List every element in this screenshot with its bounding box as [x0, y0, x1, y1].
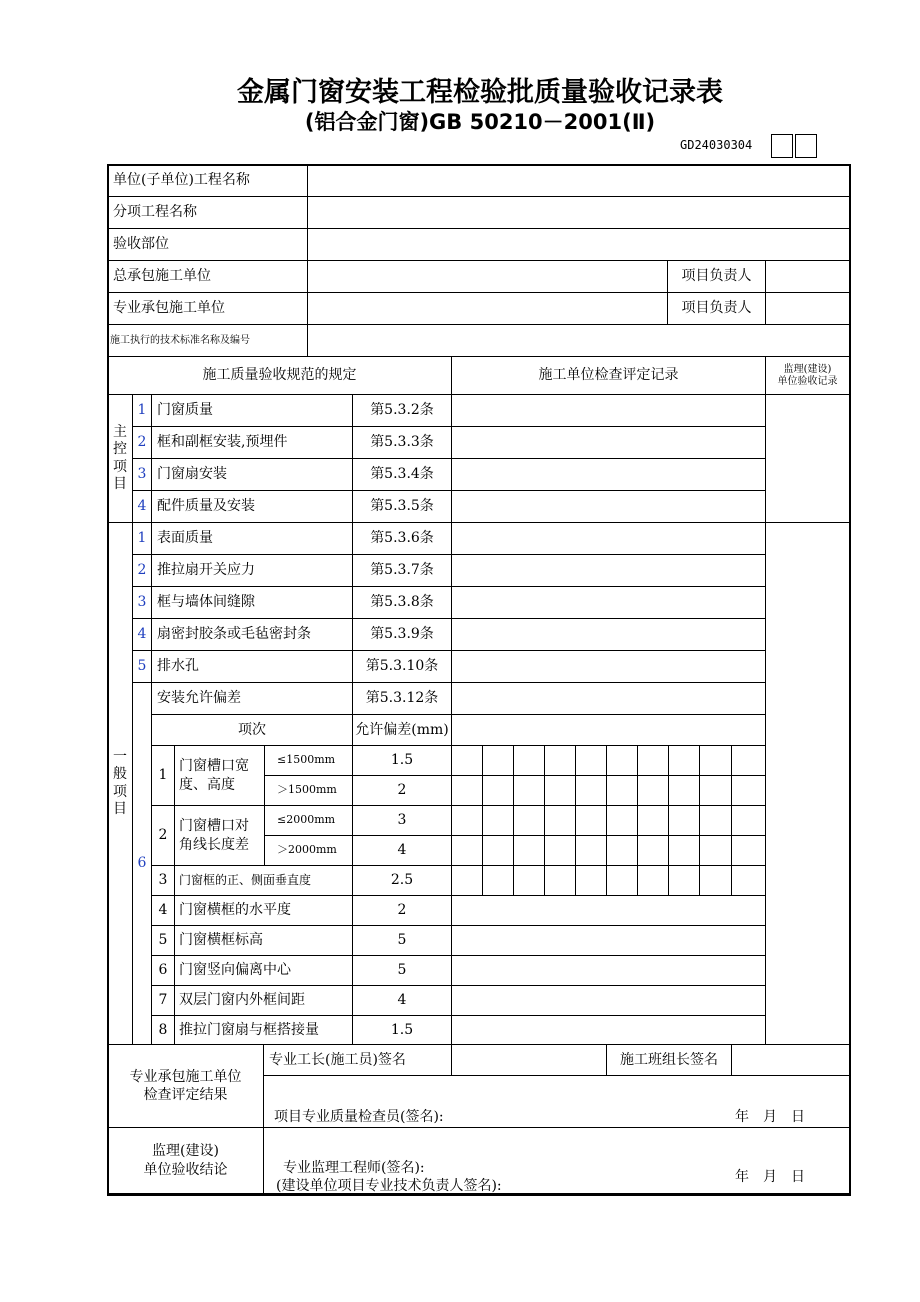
deviation-row-name: 推拉门窗扇与框搭接量	[175, 1016, 353, 1045]
measurement-cell[interactable]	[452, 806, 483, 836]
general-item-clause: 第5.3.8条	[353, 587, 452, 619]
quality-inspector-label: 项目专业质量检查员(签名):	[274, 1109, 444, 1125]
general-item-clause: 第5.3.10条	[353, 651, 452, 683]
deviation-tolerance: 2	[353, 896, 452, 926]
specialty-contractor-manager-field[interactable]	[766, 293, 850, 325]
form-subtitle: (铝合金门窗)GB 50210－2001(Ⅱ)	[304, 110, 656, 134]
measurement-cell[interactable]	[514, 776, 545, 806]
measurement-cell[interactable]	[638, 776, 669, 806]
standard-field[interactable]	[308, 325, 850, 357]
general-item-record[interactable]	[452, 651, 766, 683]
project-manager-label: 项目负责人	[668, 293, 766, 325]
subproject-name-label: 分项工程名称	[108, 197, 308, 229]
general-item-name: 框与墙体间缝隙	[152, 587, 353, 619]
general-contractor-label: 总承包施工单位	[108, 261, 308, 293]
deviation-item-no: 6	[133, 683, 152, 1045]
deviation-row-no: 6	[152, 956, 175, 986]
general-item-clause: 第5.3.6条	[353, 523, 452, 555]
measurement-cell[interactable]	[483, 836, 514, 866]
deviation-row-no: 8	[152, 1016, 175, 1045]
specialty-contractor-label: 专业承包施工单位	[108, 293, 308, 325]
general-item-record[interactable]	[452, 523, 766, 555]
general-item-name: 推拉扇开关应力	[152, 555, 353, 587]
team-leader-signature[interactable]	[732, 1045, 850, 1076]
general-item-no: 4	[133, 619, 152, 651]
general-item-clause: 第5.3.7条	[353, 555, 452, 587]
deviation-tolerance: 4	[353, 836, 452, 866]
deviation-row-name: 门窗横框的水平度	[175, 896, 353, 926]
deviation-tolerance: 1.5	[353, 1016, 452, 1045]
deviation-row-name: 门窗横框标高	[175, 926, 353, 956]
measurement-cell[interactable]	[638, 836, 669, 866]
general-item-no: 1	[133, 523, 152, 555]
supervision-header: 监理(建设) 单位验收记录	[766, 357, 850, 395]
deviation-row-record[interactable]	[452, 896, 766, 926]
deviation-row-record[interactable]	[452, 926, 766, 956]
deviation-row-name: 双层门窗内外框间距	[175, 986, 353, 1016]
measurement-cell[interactable]	[732, 776, 766, 806]
deviation-condition: ≤1500mm	[265, 746, 353, 776]
measurement-cell[interactable]	[452, 776, 483, 806]
deviation-tolerance: 4	[353, 986, 452, 1016]
measurement-cell[interactable]	[576, 746, 607, 776]
general-items-label: 一 般 项 目	[108, 523, 133, 1045]
form-title: 金属门窗安装工程检验批质量验收记录表	[237, 77, 723, 108]
measurement-cell[interactable]	[700, 776, 732, 806]
general-item-name: 表面质量	[152, 523, 353, 555]
measurement-cell[interactable]	[545, 866, 576, 896]
main-items-label: 主 控 项 目	[108, 395, 133, 523]
acceptance-part-label: 验收部位	[108, 229, 308, 261]
measurement-cell[interactable]	[700, 836, 732, 866]
measurement-cell[interactable]	[545, 776, 576, 806]
measurement-cell[interactable]	[514, 806, 545, 836]
deviation-row-no: 1	[152, 746, 175, 806]
specialty-contractor-field[interactable]	[308, 293, 668, 325]
measurement-cell[interactable]	[638, 806, 669, 836]
measurement-cell[interactable]	[452, 836, 483, 866]
foreman-label: 专业工长(施工员)签名	[264, 1045, 452, 1076]
measurement-cell[interactable]	[483, 776, 514, 806]
measurement-cell[interactable]	[732, 806, 766, 836]
deviation-tolerance: 3	[353, 806, 452, 836]
deviation-tolerance: 1.5	[353, 746, 452, 776]
measurement-cell[interactable]	[700, 866, 732, 896]
main-item-name: 框和副框安装,预埋件	[152, 427, 353, 459]
measurement-cell[interactable]	[545, 746, 576, 776]
deviation-tolerance: 2.5	[353, 866, 452, 896]
measurement-cell[interactable]	[452, 746, 483, 776]
deviation-row-no: 7	[152, 986, 175, 1016]
main-item-no: 4	[133, 491, 152, 523]
general-item-no: 2	[133, 555, 152, 587]
general-item-record[interactable]	[452, 619, 766, 651]
deviation-row-record[interactable]	[452, 986, 766, 1016]
supervision-date-label: 年 月 日	[735, 1169, 805, 1185]
measurement-cell[interactable]	[545, 806, 576, 836]
measurement-cell[interactable]	[669, 776, 700, 806]
general-item-record[interactable]	[452, 587, 766, 619]
general-item-name: 扇密封胶条或毛毡密封条	[152, 619, 353, 651]
measurement-cell[interactable]	[607, 746, 638, 776]
measurement-cell[interactable]	[452, 866, 483, 896]
measurement-cell[interactable]	[576, 866, 607, 896]
general-item-clause: 第5.3.9条	[353, 619, 452, 651]
main-item-no: 2	[133, 427, 152, 459]
main-item-record[interactable]	[452, 427, 766, 459]
measurement-cell[interactable]	[732, 866, 766, 896]
main-item-record[interactable]	[452, 459, 766, 491]
item-no-header: 项次	[152, 715, 353, 746]
contractor-date-label: 年 月 日	[735, 1109, 805, 1125]
deviation-row-no: 4	[152, 896, 175, 926]
measurement-cell[interactable]	[576, 836, 607, 866]
main-item-clause: 第5.3.3条	[353, 427, 452, 459]
contractor-result-label: 专业承包施工单位 检查评定结果	[108, 1045, 264, 1128]
supervision-conclusion-label: 监理(建设) 单位验收结论	[108, 1128, 264, 1194]
general-item-record[interactable]	[452, 555, 766, 587]
foreman-signature[interactable]	[452, 1045, 607, 1076]
project-name-label: 单位(子单位)工程名称	[108, 165, 308, 197]
deviation-row-name: 门窗槽口宽 度、高度	[175, 746, 265, 806]
deviation-tolerance: 5	[353, 956, 452, 986]
measurement-cell[interactable]	[514, 836, 545, 866]
main-item-clause: 第5.3.5条	[353, 491, 452, 523]
deviation-record[interactable]	[452, 683, 766, 715]
main-item-clause: 第5.3.2条	[353, 395, 452, 427]
deviation-item-name: 安装允许偏差	[152, 683, 353, 715]
supervision-engineer-label: 专业监理工程师(签名):	[283, 1160, 425, 1176]
deviation-condition: ＞1500mm	[265, 776, 353, 806]
measurement-cell[interactable]	[700, 746, 732, 776]
deviation-row-name: 门窗框的正、侧面垂直度	[175, 866, 353, 896]
measurement-cell[interactable]	[638, 866, 669, 896]
measurement-cell[interactable]	[514, 866, 545, 896]
deviation-row-name: 门窗竖向偏离中心	[175, 956, 353, 986]
main-item-name: 配件质量及安装	[152, 491, 353, 523]
deviation-row-record[interactable]	[452, 956, 766, 986]
deviation-row-no: 5	[152, 926, 175, 956]
measurement-cell[interactable]	[483, 866, 514, 896]
general-supervision-record[interactable]	[766, 523, 850, 1045]
main-item-name: 门窗质量	[152, 395, 353, 427]
main-item-clause: 第5.3.4条	[353, 459, 452, 491]
main-item-record[interactable]	[452, 395, 766, 427]
measurement-cell[interactable]	[607, 806, 638, 836]
deviation-item-clause: 第5.3.12条	[353, 683, 452, 715]
measurement-cell[interactable]	[607, 866, 638, 896]
general-contractor-field[interactable]	[308, 261, 668, 293]
main-supervision-record[interactable]	[766, 395, 850, 523]
record-header: 施工单位检查评定记录	[452, 357, 766, 395]
measurement-cell[interactable]	[514, 746, 545, 776]
measurement-cell[interactable]	[638, 746, 669, 776]
team-leader-label: 施工班组长签名	[607, 1045, 732, 1076]
deviation-row-no: 3	[152, 866, 175, 896]
deviation-tolerance: 5	[353, 926, 452, 956]
subproject-name-field[interactable]	[308, 197, 850, 229]
general-item-no: 3	[133, 587, 152, 619]
measurement-cell[interactable]	[669, 866, 700, 896]
deviation-tolerance: 2	[353, 776, 452, 806]
form-code: GD24030304	[680, 138, 753, 152]
general-contractor-manager-field[interactable]	[766, 261, 850, 293]
measurement-cell[interactable]	[732, 836, 766, 866]
measurement-cell[interactable]	[483, 746, 514, 776]
deviation-condition: ≤2000mm	[265, 806, 353, 836]
project-manager-label: 项目负责人	[668, 261, 766, 293]
measurement-cell[interactable]	[732, 746, 766, 776]
spec-header: 施工质量验收规范的规定	[108, 357, 452, 395]
measurement-cell[interactable]	[607, 776, 638, 806]
measurement-cell[interactable]	[576, 776, 607, 806]
deviation-header-record[interactable]	[452, 715, 766, 746]
measurement-cell[interactable]	[669, 746, 700, 776]
deviation-row-record[interactable]	[452, 1016, 766, 1045]
measurement-cell[interactable]	[607, 836, 638, 866]
deviation-condition: ＞2000mm	[265, 836, 353, 866]
tolerance-header: 允许偏差(mm)	[353, 715, 452, 746]
standard-label: 施工执行的技术标准名称及编号	[108, 325, 308, 357]
main-item-no: 1	[133, 395, 152, 427]
deviation-row-no: 2	[152, 806, 175, 866]
measurement-cell[interactable]	[483, 806, 514, 836]
measurement-cell[interactable]	[545, 836, 576, 866]
main-item-no: 3	[133, 459, 152, 491]
measurement-cell[interactable]	[700, 806, 732, 836]
measurement-cell[interactable]	[669, 806, 700, 836]
measurement-cell[interactable]	[669, 836, 700, 866]
main-item-record[interactable]	[452, 491, 766, 523]
deviation-row-name: 门窗槽口对 角线长度差	[175, 806, 265, 866]
general-item-no: 5	[133, 651, 152, 683]
measurement-cell[interactable]	[576, 806, 607, 836]
general-item-name: 排水孔	[152, 651, 353, 683]
main-item-name: 门窗扇安装	[152, 459, 353, 491]
acceptance-part-field[interactable]	[308, 229, 850, 261]
project-name-field[interactable]	[308, 165, 850, 197]
owner-technical-label: (建设单位项目专业技术负责人签名):	[276, 1178, 502, 1194]
